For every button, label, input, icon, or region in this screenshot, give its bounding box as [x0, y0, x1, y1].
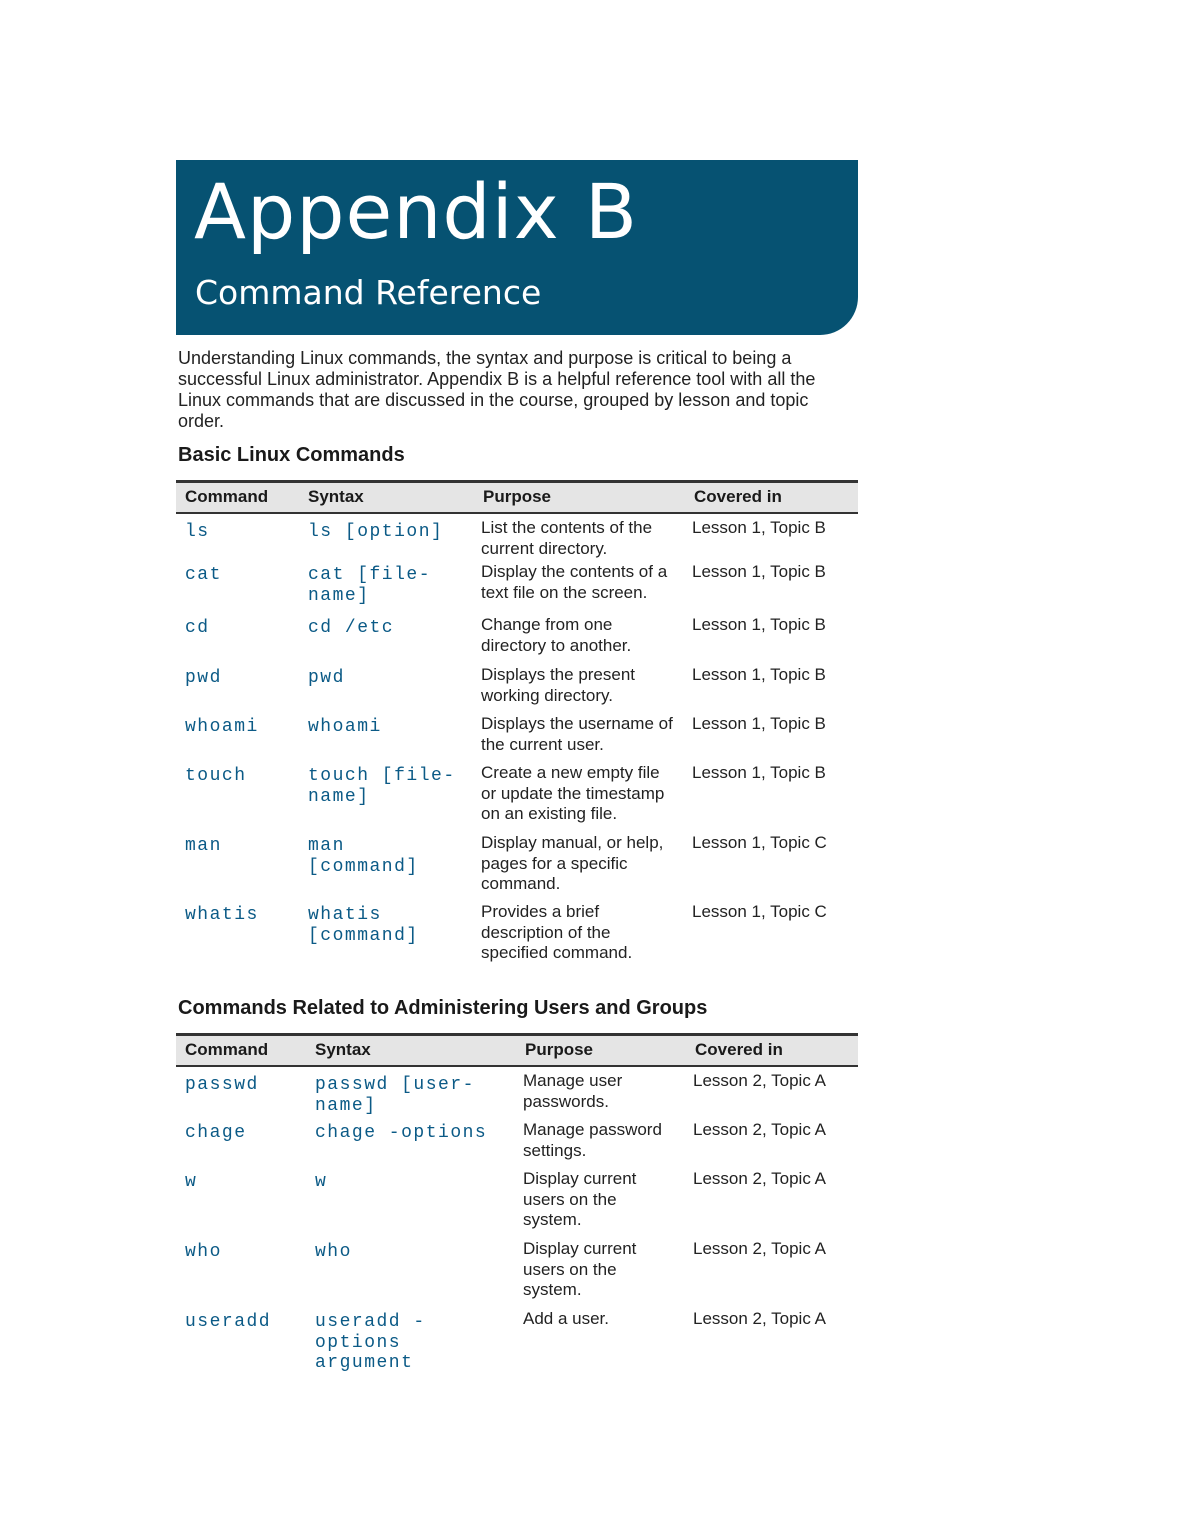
purpose-cell: List the contents of the current directory.	[481, 518, 653, 558]
table-row	[176, 902, 858, 970]
table-row	[176, 1239, 858, 1309]
purpose-cell: Manage user passwords.	[523, 1071, 623, 1111]
covered-cell: Lesson 1, Topic B	[692, 615, 826, 634]
covered-cell: Lesson 1, Topic C	[692, 833, 827, 852]
command-cell: passwd	[185, 1075, 259, 1095]
purpose-cell: Display manual, or help, pages for a specific command.	[481, 833, 664, 893]
chapter-banner	[176, 160, 858, 335]
covered-cell: Lesson 1, Topic B	[692, 714, 826, 733]
purpose-cell: Displays the username of the current user.	[481, 714, 673, 754]
syntax-cell: useradd -options argument	[315, 1312, 426, 1373]
command-cell: pwd	[185, 668, 222, 688]
purpose-cell: Add a user.	[523, 1309, 610, 1328]
syntax-cell: pwd	[308, 668, 345, 688]
command-cell: man	[185, 836, 222, 856]
section-heading-users-groups: Commands Related to Administering Users and Groups	[178, 997, 708, 1019]
covered-cell: Lesson 2, Topic A	[693, 1071, 826, 1090]
purpose-cell: Manage password settings.	[523, 1120, 662, 1160]
purpose-cell: Displays the present working directory.	[481, 665, 636, 705]
basic-commands-table	[176, 480, 858, 970]
command-cell: useradd	[185, 1312, 272, 1332]
syntax-cell: w	[315, 1172, 328, 1192]
table-row	[176, 1169, 858, 1239]
command-cell: ls	[185, 522, 210, 542]
command-cell: whoami	[185, 717, 259, 737]
column-header-command: Command	[176, 1035, 306, 1067]
covered-cell: Lesson 1, Topic C	[692, 902, 827, 921]
table-header-row	[176, 1035, 858, 1067]
command-cell: cd	[185, 618, 210, 638]
table-row	[176, 1066, 858, 1120]
covered-cell: Lesson 1, Topic B	[692, 518, 826, 537]
covered-cell: Lesson 2, Topic A	[693, 1239, 826, 1258]
page-title: Appendix B	[194, 167, 639, 256]
intro-paragraph: Understanding Linux commands, the syntax and purpose is critical to being a successful Linux administrator. Appendix B is a helpful reference tool with all the Linux commands that are discussed in the course, grouped by lesson and topic order.	[178, 348, 816, 431]
covered-cell: Lesson 1, Topic B	[692, 763, 826, 782]
table-row	[176, 714, 858, 763]
table-row	[176, 1309, 858, 1379]
syntax-cell: cd /etc	[308, 618, 395, 638]
command-cell: cat	[185, 565, 222, 585]
column-header-command: Command	[176, 482, 299, 514]
table-row	[176, 665, 858, 714]
covered-cell: Lesson 2, Topic A	[693, 1309, 826, 1328]
syntax-cell: passwd [user-name]	[315, 1075, 475, 1116]
purpose-cell: Display the contents of a text file on the screen.	[481, 562, 668, 602]
purpose-cell: Provides a brief description of the specified command.	[481, 902, 633, 962]
covered-cell: Lesson 1, Topic B	[692, 665, 826, 684]
users-groups-table	[176, 1033, 858, 1379]
command-cell: whatis	[185, 905, 259, 925]
covered-cell: Lesson 2, Topic A	[693, 1169, 826, 1188]
page-subtitle: Command Reference	[195, 273, 542, 312]
table-row	[176, 1120, 858, 1169]
command-cell: who	[185, 1242, 222, 1262]
column-header-purpose: Purpose	[474, 482, 685, 514]
purpose-cell: Display current users on the system.	[523, 1169, 637, 1229]
table-row	[176, 615, 858, 665]
section-heading-basic: Basic Linux Commands	[178, 444, 405, 466]
syntax-cell: whoami	[308, 717, 382, 737]
purpose-cell: Display current users on the system.	[523, 1239, 637, 1299]
purpose-cell: Create a new empty file or update the timestamp on an existing file.	[481, 763, 665, 823]
command-cell: w	[185, 1172, 198, 1192]
syntax-cell: man [command]	[308, 836, 419, 877]
covered-cell: Lesson 2, Topic A	[693, 1120, 826, 1139]
table-row	[176, 763, 858, 833]
purpose-cell: Change from one directory to another.	[481, 615, 632, 655]
syntax-cell: touch [file-name]	[308, 766, 456, 807]
syntax-cell: chage -options	[315, 1123, 488, 1143]
syntax-cell: ls [option]	[308, 522, 444, 542]
command-cell: chage	[185, 1123, 247, 1143]
syntax-cell: who	[315, 1242, 352, 1262]
table-row	[176, 833, 858, 902]
column-header-syntax: Syntax	[299, 482, 474, 514]
table-row	[176, 562, 858, 615]
syntax-cell: whatis [command]	[308, 905, 419, 946]
table-row	[176, 513, 858, 562]
syntax-cell: cat [file-name]	[308, 565, 432, 606]
column-header-covered: Covered in	[686, 1035, 858, 1067]
table-header-row	[176, 482, 858, 514]
column-header-purpose: Purpose	[516, 1035, 686, 1067]
column-header-covered: Covered in	[685, 482, 858, 514]
command-cell: touch	[185, 766, 247, 786]
covered-cell: Lesson 1, Topic B	[692, 562, 826, 581]
column-header-syntax: Syntax	[306, 1035, 516, 1067]
